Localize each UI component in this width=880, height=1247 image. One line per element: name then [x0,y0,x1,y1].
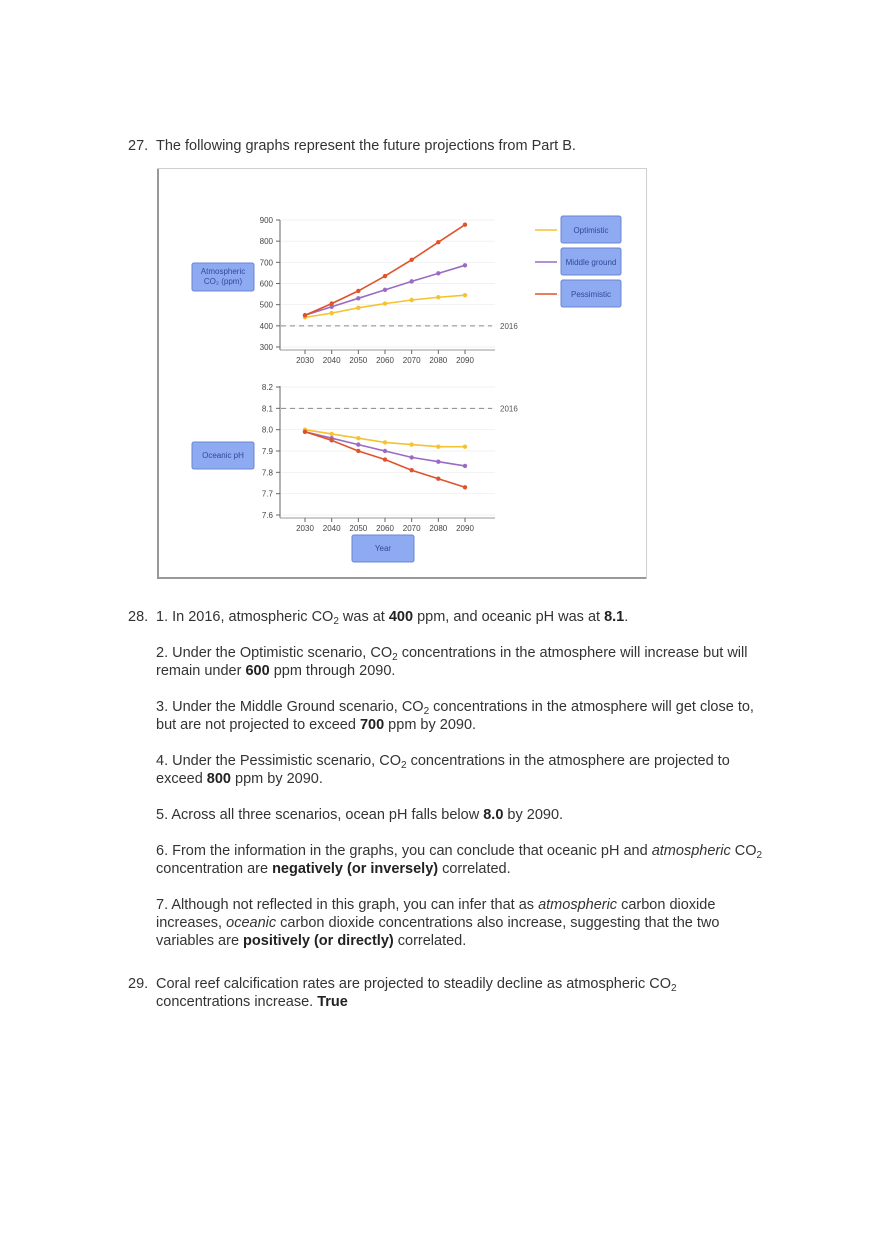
co2-ylabel-line1: Atmospheric [200,267,246,276]
projection-figure [157,168,647,580]
legend-label-middle-ground: Middle ground [565,258,617,267]
question-number: 27. [128,138,149,154]
co2-y-tick-label: 800 [259,237,273,247]
ph-point-pessimistic [463,485,467,489]
co2-y-tick-label: 300 [259,343,273,352]
co2-y-tick-label: 700 [259,258,273,268]
ph-x-tick-label: 2070 [402,524,421,533]
question-number: 29. [128,976,149,992]
ph-point-pessimistic [303,430,307,434]
answer-list [156,608,766,968]
ph-point-middle-ground [436,459,440,463]
ph-y-tick-label: 8.1 [261,404,273,414]
answer-item-4: 4. Under the Pessimistic scenario, $CO_2$ concentrations in the atmosphere are projected to exceed 800 ppm by 2090. [156,753,730,787]
ph-point-middle-ground [463,464,467,468]
legend-label-optimistic: Optimistic [573,226,609,235]
co2-point-pessimistic [356,289,360,293]
ph-x-tick-label: 2030 [296,524,314,533]
ph-x-tick-label: 2040 [322,524,341,533]
ph-point-pessimistic [329,438,333,442]
co2-x-tick-label: 2040 [322,356,341,365]
xlabel: Year [374,544,392,553]
question-text: The following graphs represent the future projections from Part B. [156,138,576,154]
ph-y-tick-label: 7.7 [261,489,273,499]
co2-point-optimistic [409,298,413,302]
co2-point-pessimistic [303,313,307,317]
co2-x-tick-label: 2050 [349,356,368,365]
answer-item-2: 2. Under the Optimistic scenario, $CO_2$ concentrations in the atmosphere will increase but will remain under 600 ppm through 2090. [156,645,748,679]
co2-x-tick-label: 2060 [376,356,394,365]
ph-2016-label: 2016 [500,404,518,414]
ph-x-tick-label: 2050 [349,524,368,533]
ph-point-optimistic [463,445,467,449]
co2-y-tick-label: 400 [259,321,273,331]
ph-y-tick-label: 8.2 [261,383,273,392]
co2-y-tick-label: 500 [259,300,273,310]
ph-x-tick-label: 2080 [429,524,448,533]
co2-x-tick-label: 2080 [429,356,448,365]
ph-y-tick-label: 7.6 [261,511,273,520]
question-28 [128,608,768,958]
ph-point-middle-ground [383,449,387,453]
ph-point-middle-ground [409,455,413,459]
co2-point-pessimistic [383,274,387,278]
co2-point-middle-ground [463,263,467,267]
co2-2016-label: 2016 [500,321,518,331]
ph-point-optimistic [383,440,387,444]
ph-point-optimistic [409,442,413,446]
ph-y-tick-label: 8.0 [261,425,273,435]
co2-point-pessimistic [409,258,413,262]
co2-point-pessimistic [436,240,440,244]
co2-point-optimistic [383,301,387,305]
co2-point-pessimistic [463,222,467,226]
co2-point-optimistic [463,293,467,297]
ph-point-optimistic [329,432,333,436]
co2-x-tick-label: 2030 [296,356,314,365]
co2-point-optimistic [356,306,360,310]
answer-item-6: 6. From the information in the graphs, you can conclude that oceanic pH and atmospheric $CO_2$ concentration are negatively (or inversely) correlated. [156,843,763,877]
co2-point-middle-ground [409,279,413,283]
ph-point-pessimistic [356,449,360,453]
co2-ylabel-line2: CO₂ (ppm) [203,277,243,286]
ph-point-middle-ground [356,442,360,446]
co2-y-tick-label: 600 [259,279,273,289]
co2-y-tick-label: 900 [259,216,273,225]
answer-value: True [317,994,348,1010]
ph-point-pessimistic [409,468,413,472]
co2-point-optimistic [329,311,333,315]
question-text: Coral reef calcification rates are projected to steadily decline as atmospheric $CO_2$ concentrations increase. True [156,976,677,1010]
projection-charts [157,168,647,580]
ph-ylabel: Oceanic pH [202,451,244,460]
ph-x-tick-label: 2060 [376,524,394,533]
co2-point-pessimistic [329,301,333,305]
co2-point-middle-ground [356,296,360,300]
ph-point-optimistic [356,436,360,440]
co2-x-tick-label: 2070 [402,356,421,365]
co2-point-middle-ground [436,271,440,275]
ph-y-tick-label: 7.9 [261,447,273,456]
legend-label-pessimistic: Pessimistic [570,290,612,299]
co2-x-tick-label: 2090 [456,356,474,365]
ph-x-tick-label: 2090 [456,524,474,533]
ph-y-tick-label: 7.8 [261,468,273,478]
answer-item-1: 1. In 2016, atmospheric $CO_2$ was at 400 ppm, and oceanic pH was at 8.1. [156,609,629,627]
ph-point-optimistic [436,445,440,449]
answer-item-5: 5. Across all three scenarios, ocean pH falls below 8.0 by 2090. [156,807,564,823]
co2-point-optimistic [436,295,440,299]
question-number: 28. [128,609,149,625]
co2-point-middle-ground [383,288,387,292]
ph-point-pessimistic [436,477,440,481]
answer-item-7: 7. Although not reflected in this graph, you can infer that as atmospheric carbon dioxide increases, oceanic carbon dioxide concentrations also increase, suggesting that the two variables are positively (or directly) correlated. [156,897,720,949]
ph-point-pessimistic [383,457,387,461]
answer-item-3: 3. Under the Middle Ground scenario, $CO_2$ concentrations in the atmosphere will get close to, but are not projected to exceed 700 ppm by 2090. [156,699,754,733]
